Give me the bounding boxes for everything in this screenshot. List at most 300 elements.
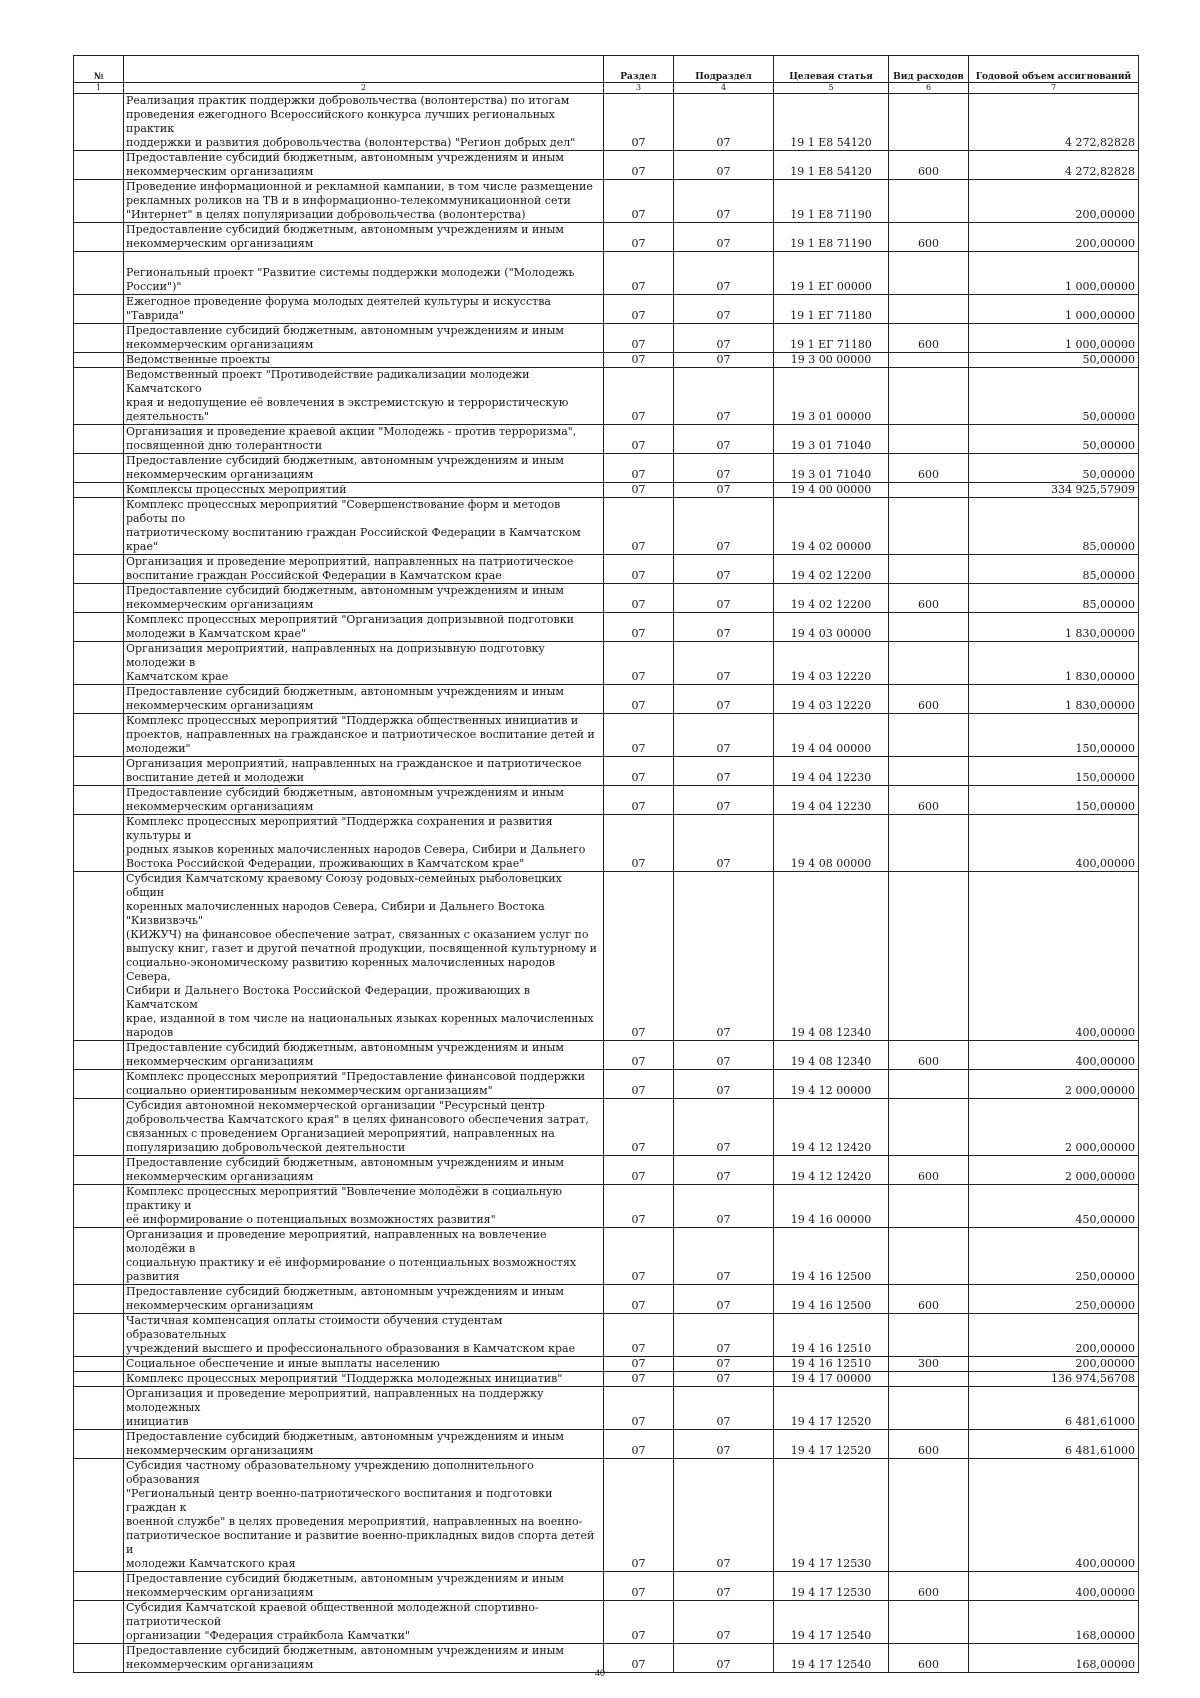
row-name-line: воспитание детей и молодежи <box>126 771 305 784</box>
table-row <box>74 252 1139 295</box>
row-podrazdel: 07 <box>674 1572 774 1601</box>
row-number-cell <box>74 872 124 1041</box>
row-expense-type <box>889 1459 969 1572</box>
row-number-cell <box>74 368 124 425</box>
row-expense-type <box>889 353 969 368</box>
row-expense-type <box>889 757 969 786</box>
header-target-article: Целевая статья <box>774 56 889 83</box>
table-row <box>74 1156 1139 1185</box>
row-name-line: Предоставление субсидий бюджетным, автономным учреждениям и иным <box>126 1285 564 1298</box>
row-amount: 136 974,56708 <box>969 1372 1139 1387</box>
row-podrazdel: 07 <box>674 757 774 786</box>
row-razdel: 07 <box>604 786 674 815</box>
row-podrazdel: 07 <box>674 151 774 180</box>
row-podrazdel: 07 <box>674 1156 774 1185</box>
row-number-cell <box>74 555 124 584</box>
row-number-cell <box>74 1285 124 1314</box>
row-target-article: 19 4 17 12520 <box>774 1387 889 1430</box>
table-row <box>74 180 1139 223</box>
table-body <box>74 94 1139 1673</box>
row-expense-type <box>889 872 969 1041</box>
row-name-cell <box>124 483 604 498</box>
table-row <box>74 368 1139 425</box>
row-razdel: 07 <box>604 1644 674 1673</box>
row-podrazdel: 07 <box>674 425 774 454</box>
row-name-line: Проведение информационной и рекламной кампании, в том числе размещение <box>126 180 593 193</box>
row-amount: 400,00000 <box>969 1459 1139 1572</box>
row-name-line: некоммерческим организациям <box>126 1055 314 1068</box>
row-expense-type <box>889 1314 969 1357</box>
row-amount: 1 830,00000 <box>969 642 1139 685</box>
row-name-line: крае, изданной в том числе на национальных языках коренных малочисленных <box>126 1012 594 1025</box>
row-amount: 1 000,00000 <box>969 252 1139 295</box>
row-razdel: 07 <box>604 353 674 368</box>
row-name-line: Предоставление субсидий бюджетным, автономным учреждениям и иным <box>126 223 564 236</box>
row-name-line: воспитание граждан Российской Федерации в Камчатском крае <box>126 569 502 582</box>
row-name-cell <box>124 1314 604 1357</box>
row-target-article: 19 3 01 71040 <box>774 454 889 483</box>
row-target-article: 19 4 03 00000 <box>774 613 889 642</box>
column-number: 5 <box>774 83 889 94</box>
row-name-cell <box>124 1228 604 1285</box>
row-podrazdel: 07 <box>674 1459 774 1572</box>
row-target-article: 19 1 ЕГ 71180 <box>774 324 889 353</box>
row-name-line: Комплекс процессных мероприятий "Совершенствование форм и методов работы по <box>126 498 561 525</box>
row-name-cell <box>124 223 604 252</box>
row-expense-type <box>889 368 969 425</box>
row-podrazdel: 07 <box>674 786 774 815</box>
row-name-line: молодежи Камчатского края <box>126 1557 296 1570</box>
row-number-cell <box>74 685 124 714</box>
row-name-line: Социальное обеспечение и иные выплаты населению <box>126 1357 440 1370</box>
row-razdel: 07 <box>604 1357 674 1372</box>
row-name-line: Организация и проведение краевой акции "Молодежь - против терроризма", <box>126 425 577 438</box>
row-amount: 200,00000 <box>969 223 1139 252</box>
row-amount: 2 000,00000 <box>969 1156 1139 1185</box>
row-podrazdel: 07 <box>674 642 774 685</box>
row-podrazdel: 07 <box>674 180 774 223</box>
row-name-cell <box>124 252 604 295</box>
row-target-article: 19 4 04 00000 <box>774 714 889 757</box>
row-expense-type <box>889 1387 969 1430</box>
row-name-cell <box>124 555 604 584</box>
table-row <box>74 1314 1139 1357</box>
row-name-line: "Региональный центр военно-патриотического воспитания и подготовки граждан к <box>126 1487 553 1514</box>
table-row <box>74 555 1139 584</box>
row-name-line: проведения ежегодного Всероссийского конкурса лучших региональных практик <box>126 108 556 135</box>
row-razdel: 07 <box>604 223 674 252</box>
row-name-line: Востока Российской Федерации, проживающих в Камчатском крае" <box>126 857 525 870</box>
table-row <box>74 1459 1139 1572</box>
header-name <box>124 56 604 83</box>
row-name-cell <box>124 454 604 483</box>
row-amount: 50,00000 <box>969 425 1139 454</box>
row-amount: 4 272,82828 <box>969 151 1139 180</box>
row-name-line: Субсидия автономной некоммерческой организации "Ресурсный центр <box>126 1099 545 1112</box>
row-name-line: социальную практику и её информирование о потенциальных возможностях развития <box>126 1256 577 1283</box>
row-name-cell <box>124 1572 604 1601</box>
row-name-line: "Интернет" в целях популяризации добровольчества (волонтерства) <box>126 208 526 221</box>
row-number-cell <box>74 180 124 223</box>
row-expense-type <box>889 483 969 498</box>
row-target-article: 19 4 17 12520 <box>774 1430 889 1459</box>
row-name-line: Предоставление субсидий бюджетным, автономным учреждениям и иным <box>126 1041 564 1054</box>
row-target-article: 19 4 02 00000 <box>774 498 889 555</box>
row-razdel: 07 <box>604 714 674 757</box>
row-name-line: Сибири и Дальнего Востока Российской Федерации, проживающих в Камчатском <box>126 984 531 1011</box>
row-number-cell <box>74 1070 124 1099</box>
table-row <box>74 498 1139 555</box>
row-podrazdel: 07 <box>674 714 774 757</box>
row-number-cell <box>74 786 124 815</box>
row-razdel: 07 <box>604 483 674 498</box>
row-amount: 150,00000 <box>969 714 1139 757</box>
row-number-cell <box>74 1601 124 1644</box>
row-name-line: некоммерческим организациям <box>126 598 314 611</box>
row-podrazdel: 07 <box>674 613 774 642</box>
row-expense-type <box>889 498 969 555</box>
row-amount: 1 830,00000 <box>969 613 1139 642</box>
row-target-article: 19 4 17 12540 <box>774 1644 889 1673</box>
row-name-cell <box>124 425 604 454</box>
row-name-line: молодежи" <box>126 742 191 755</box>
row-name-line: Ежегодное проведение форума молодых деятелей культуры и искусства "Таврида" <box>126 295 551 322</box>
row-amount: 6 481,61000 <box>969 1387 1139 1430</box>
row-name-line: Комплекс процессных мероприятий "Поддержка сохранения и развития культуры и <box>126 815 553 842</box>
row-razdel: 07 <box>604 94 674 151</box>
row-name-line: Предоставление субсидий бюджетным, автономным учреждениям и иным <box>126 1644 564 1657</box>
row-name-cell <box>124 613 604 642</box>
row-name-line: некоммерческим организациям <box>126 1444 314 1457</box>
row-name-cell <box>124 180 604 223</box>
row-name-line: Предоставление субсидий бюджетным, автономным учреждениям и иным <box>126 324 564 337</box>
row-number-cell <box>74 1459 124 1572</box>
row-expense-type: 600 <box>889 1572 969 1601</box>
row-podrazdel: 07 <box>674 483 774 498</box>
row-amount: 250,00000 <box>969 1285 1139 1314</box>
row-amount: 85,00000 <box>969 498 1139 555</box>
row-podrazdel: 07 <box>674 295 774 324</box>
row-razdel: 07 <box>604 180 674 223</box>
row-razdel: 07 <box>604 324 674 353</box>
row-name-line: добровольчества Камчатского края" в целях финансового обеспечения затрат, <box>126 1113 589 1126</box>
row-name-line: Предоставление субсидий бюджетным, автономным учреждениям и иным <box>126 1156 564 1169</box>
row-amount: 4 272,82828 <box>969 94 1139 151</box>
table-row <box>74 1041 1139 1070</box>
row-number-cell <box>74 1185 124 1228</box>
row-name-line: Организация и проведение мероприятий, направленных на вовлечение молодёжи в <box>126 1228 547 1255</box>
row-razdel: 07 <box>604 685 674 714</box>
row-razdel: 07 <box>604 368 674 425</box>
row-podrazdel: 07 <box>674 872 774 1041</box>
table-row <box>74 1228 1139 1285</box>
row-podrazdel: 07 <box>674 555 774 584</box>
row-number-cell <box>74 1156 124 1185</box>
row-expense-type <box>889 815 969 872</box>
row-razdel: 07 <box>604 295 674 324</box>
table-row <box>74 1070 1139 1099</box>
header-podrazdel: Подраздел <box>674 56 774 83</box>
row-target-article: 19 1 E8 54120 <box>774 94 889 151</box>
row-podrazdel: 07 <box>674 1228 774 1285</box>
row-name-line: учреждений высшего и профессионального образования в Камчатском крае <box>126 1342 576 1355</box>
row-expense-type <box>889 252 969 295</box>
row-name-line: народов <box>126 1026 174 1039</box>
row-expense-type <box>889 180 969 223</box>
table-row <box>74 1430 1139 1459</box>
row-podrazdel: 07 <box>674 1070 774 1099</box>
row-name-line: края и недопущение её вовлечения в экстремистскую и террористическую <box>126 396 569 409</box>
row-name-line: инициатив <box>126 1415 189 1428</box>
row-razdel: 07 <box>604 1459 674 1572</box>
row-name-cell <box>124 1185 604 1228</box>
row-number-cell <box>74 151 124 180</box>
row-amount: 2 000,00000 <box>969 1099 1139 1156</box>
row-podrazdel: 07 <box>674 368 774 425</box>
row-podrazdel: 07 <box>674 685 774 714</box>
row-target-article: 19 1 ЕГ 71180 <box>774 295 889 324</box>
column-number: 6 <box>889 83 969 94</box>
row-name-line: Комплекс процессных мероприятий "Предоставление финансовой поддержки <box>126 1070 586 1083</box>
table-row <box>74 1099 1139 1156</box>
row-target-article: 19 4 03 12220 <box>774 685 889 714</box>
row-number-cell <box>74 815 124 872</box>
row-amount: 400,00000 <box>969 1572 1139 1601</box>
row-name-line: молодежи в Камчатском крае" <box>126 627 307 640</box>
row-target-article: 19 4 08 00000 <box>774 815 889 872</box>
row-razdel: 07 <box>604 151 674 180</box>
row-number-cell <box>74 324 124 353</box>
row-expense-type <box>889 1099 969 1156</box>
row-amount: 200,00000 <box>969 1357 1139 1372</box>
row-razdel: 07 <box>604 1156 674 1185</box>
row-name-line: некоммерческим организациям <box>126 1170 314 1183</box>
row-target-article: 19 1 E8 71190 <box>774 223 889 252</box>
row-amount: 150,00000 <box>969 757 1139 786</box>
row-amount: 400,00000 <box>969 1041 1139 1070</box>
row-name-cell <box>124 498 604 555</box>
row-podrazdel: 07 <box>674 454 774 483</box>
row-target-article: 19 4 16 00000 <box>774 1185 889 1228</box>
row-name-line: (КИЖУЧ) на финансовое обеспечение затрат, связанных с оказанием услуг по <box>126 928 589 941</box>
row-number-cell <box>74 1041 124 1070</box>
row-razdel: 07 <box>604 1430 674 1459</box>
row-name-cell <box>124 786 604 815</box>
header-annual-amount: Годовой объем ассигнований <box>969 56 1139 83</box>
row-number-cell <box>74 642 124 685</box>
row-name-line: Комплекс процессных мероприятий "Вовлечение молодёжи в социальную практику и <box>126 1185 563 1212</box>
row-podrazdel: 07 <box>674 1357 774 1372</box>
row-target-article: 19 4 00 00000 <box>774 483 889 498</box>
row-target-article: 19 4 12 12420 <box>774 1156 889 1185</box>
row-name-line: поддержки и развития добровольчества (волонтерства) "Регион добрых дел" <box>126 136 576 149</box>
table-row <box>74 642 1139 685</box>
row-podrazdel: 07 <box>674 1387 774 1430</box>
row-podrazdel: 07 <box>674 498 774 555</box>
row-name-line: Ведомственный проект "Противодействие радикализации молодежи Камчатского <box>126 368 530 395</box>
row-name-cell <box>124 685 604 714</box>
row-target-article: 19 1 E8 71190 <box>774 180 889 223</box>
table-row <box>74 223 1139 252</box>
row-podrazdel: 07 <box>674 324 774 353</box>
row-name-cell <box>124 1459 604 1572</box>
row-name-cell <box>124 584 604 613</box>
row-target-article: 19 4 04 12230 <box>774 786 889 815</box>
row-name-line: Комплекс процессных мероприятий "Поддержка общественных инициатив и <box>126 714 579 727</box>
row-razdel: 07 <box>604 584 674 613</box>
row-name-line: выпуску книг, газет и другой печатной продукции, посвященной культурному и <box>126 942 598 955</box>
row-name-line: Камчатском крае <box>126 670 229 683</box>
row-number-cell <box>74 584 124 613</box>
row-expense-type <box>889 714 969 757</box>
row-name-line: некоммерческим организациям <box>126 1299 314 1312</box>
table-row <box>74 1185 1139 1228</box>
row-name-line: патриотическому воспитанию граждан Российской Федерации в Камчатском крае" <box>126 526 581 553</box>
row-number-cell <box>74 498 124 555</box>
row-name-line: патриотическое воспитание и развитие военно-прикладных видов спорта детей и <box>126 1529 595 1556</box>
row-name-cell <box>124 642 604 685</box>
row-name-cell <box>124 151 604 180</box>
row-razdel: 07 <box>604 1228 674 1285</box>
row-amount: 2 000,00000 <box>969 1070 1139 1099</box>
row-name-line: её информирование о потенциальных возможностях развития" <box>126 1213 496 1226</box>
column-number: 7 <box>969 83 1139 94</box>
row-amount: 1 000,00000 <box>969 295 1139 324</box>
row-name-line: Предоставление субсидий бюджетным, автономным учреждениям и иным <box>126 454 564 467</box>
row-razdel: 07 <box>604 1099 674 1156</box>
row-razdel: 07 <box>604 425 674 454</box>
row-name-line: некоммерческим организациям <box>126 165 314 178</box>
table-row <box>74 714 1139 757</box>
row-name-line: Организация и проведение мероприятий, направленных на патриотическое <box>126 555 574 568</box>
row-amount: 450,00000 <box>969 1185 1139 1228</box>
row-name-line: Организация мероприятий, направленных на гражданское и патриотическое <box>126 757 582 770</box>
row-number-cell <box>74 252 124 295</box>
row-expense-type: 600 <box>889 685 969 714</box>
row-name-line: организации "Федерация страйкбола Камчатки" <box>126 1629 411 1642</box>
row-amount: 85,00000 <box>969 555 1139 584</box>
row-expense-type <box>889 94 969 151</box>
table-row <box>74 425 1139 454</box>
row-target-article: 19 4 17 12540 <box>774 1601 889 1644</box>
row-expense-type: 600 <box>889 1156 969 1185</box>
row-expense-type <box>889 642 969 685</box>
row-name-line: Предоставление субсидий бюджетным, автономным учреждениям и иным <box>126 584 564 597</box>
row-expense-type: 600 <box>889 454 969 483</box>
row-podrazdel: 07 <box>674 1430 774 1459</box>
table-row <box>74 295 1139 324</box>
row-expense-type <box>889 613 969 642</box>
row-razdel: 07 <box>604 454 674 483</box>
table-row <box>74 94 1139 151</box>
row-name-cell <box>124 1372 604 1387</box>
row-expense-type: 600 <box>889 1041 969 1070</box>
row-name-line: Предоставление субсидий бюджетным, автономным учреждениям и иным <box>126 1572 564 1585</box>
row-number-cell <box>74 714 124 757</box>
table-row <box>74 353 1139 368</box>
row-razdel: 07 <box>604 1041 674 1070</box>
row-podrazdel: 07 <box>674 223 774 252</box>
row-number-cell <box>74 295 124 324</box>
row-name-line: Предоставление субсидий бюджетным, автономным учреждениям и иным <box>126 685 564 698</box>
row-name-line: некоммерческим организациям <box>126 468 314 481</box>
row-podrazdel: 07 <box>674 1041 774 1070</box>
column-number: 4 <box>674 83 774 94</box>
row-razdel: 07 <box>604 1601 674 1644</box>
row-target-article: 19 4 17 00000 <box>774 1372 889 1387</box>
row-name-line: Субсидия частному образовательному учреждению дополнительного образования <box>126 1459 534 1486</box>
row-name-cell <box>124 872 604 1041</box>
row-number-cell <box>74 757 124 786</box>
row-razdel: 07 <box>604 1185 674 1228</box>
row-name-line: Субсидия Камчатскому краевому Союзу родовых-семейных рыболовецких общин <box>126 872 562 899</box>
row-name-cell <box>124 94 604 151</box>
row-target-article: 19 4 08 12340 <box>774 872 889 1041</box>
table-row <box>74 685 1139 714</box>
page-number: 40 <box>594 1668 605 1678</box>
table-row <box>74 872 1139 1041</box>
row-razdel: 07 <box>604 1572 674 1601</box>
row-amount: 50,00000 <box>969 368 1139 425</box>
row-name-line: Комплекс процессных мероприятий "Поддержка молодежных инициатив" <box>126 1372 563 1385</box>
row-number-cell <box>74 1430 124 1459</box>
row-name-line: родных языков коренных малочисленных народов Севера, Сибири и Дальнего <box>126 843 586 856</box>
row-name-line: Региональный проект "Развитие системы поддержки молодежи ("Молодежь России")" <box>126 266 575 293</box>
row-expense-type <box>889 295 969 324</box>
row-number-cell <box>74 425 124 454</box>
row-podrazdel: 07 <box>674 1185 774 1228</box>
row-amount: 50,00000 <box>969 454 1139 483</box>
row-name-line: проектов, направленных на гражданское и патриотическое воспитание детей и <box>126 728 595 741</box>
row-podrazdel: 07 <box>674 1372 774 1387</box>
row-razdel: 07 <box>604 1070 674 1099</box>
row-number-cell <box>74 223 124 252</box>
row-razdel: 07 <box>604 815 674 872</box>
header-number: № <box>74 56 124 83</box>
row-name-line <box>126 252 601 266</box>
row-name-line: посвященной дню толерантности <box>126 439 323 452</box>
table-row <box>74 815 1139 872</box>
table-row <box>74 1572 1139 1601</box>
row-name-line: Частичная компенсация оплаты стоимости обучения студентам образовательных <box>126 1314 503 1341</box>
column-number-row <box>74 83 1139 94</box>
row-name-line: Организация и проведение мероприятий, направленных на поддержку молодежных <box>126 1387 544 1414</box>
row-target-article: 19 4 02 12200 <box>774 584 889 613</box>
row-amount: 168,00000 <box>969 1601 1139 1644</box>
row-expense-type <box>889 555 969 584</box>
column-number: 2 <box>124 83 604 94</box>
row-name-line: связанных с проведением Организацией мероприятий, направленных на <box>126 1127 555 1140</box>
column-number: 3 <box>604 83 674 94</box>
row-name-cell <box>124 324 604 353</box>
row-name-line: Предоставление субсидий бюджетным, автономным учреждениям и иным <box>126 1430 564 1443</box>
row-name-cell <box>124 295 604 324</box>
row-name-line: некоммерческим организациям <box>126 1658 314 1671</box>
row-razdel: 07 <box>604 1285 674 1314</box>
row-number-cell <box>74 1314 124 1357</box>
row-name-line: коренных малочисленных народов Севера, Сибири и Дальнего Востока "Кизвизвэчь" <box>126 900 545 927</box>
row-number-cell <box>74 454 124 483</box>
row-name-cell <box>124 815 604 872</box>
row-expense-type: 600 <box>889 151 969 180</box>
row-podrazdel: 07 <box>674 252 774 295</box>
row-number-cell <box>74 1099 124 1156</box>
row-name-line: некоммерческим организациям <box>126 699 314 712</box>
row-podrazdel: 07 <box>674 94 774 151</box>
row-target-article: 19 4 16 12510 <box>774 1314 889 1357</box>
row-razdel: 07 <box>604 1314 674 1357</box>
row-name-cell <box>124 714 604 757</box>
